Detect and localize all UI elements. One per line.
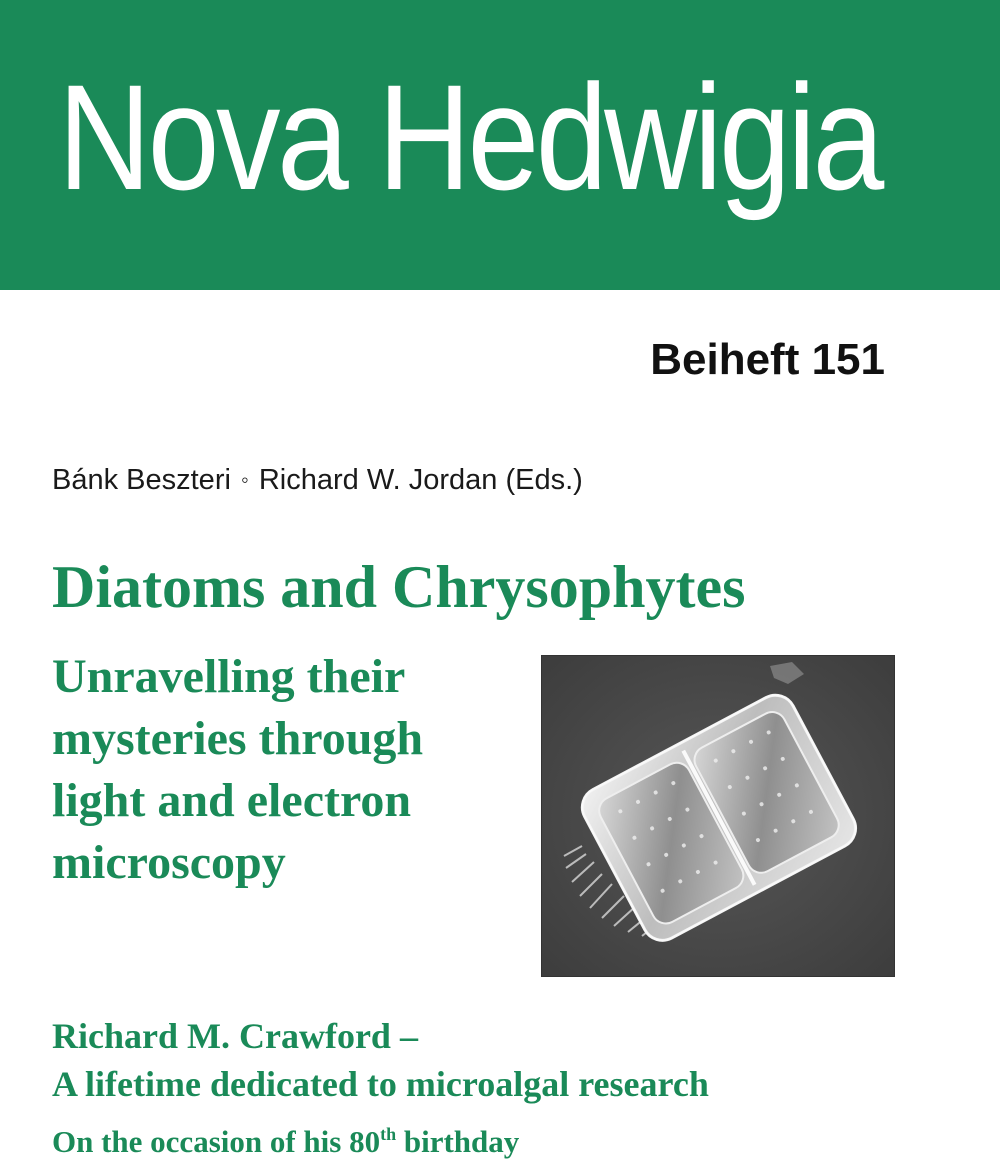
diatom-micrograph-illustration [542, 656, 894, 976]
editors-line [52, 462, 583, 498]
book-subtitle [52, 646, 423, 894]
diatom-micrograph [541, 655, 895, 977]
subtitle-line: microscopy [52, 836, 286, 889]
dedication [52, 1012, 709, 1108]
supplement-number: Beiheft 151 [650, 335, 885, 384]
occasion-text: On the occasion of his 80 [52, 1124, 381, 1159]
subtitle-line: light and electron [52, 774, 412, 827]
editor-separator: ◦ [240, 467, 249, 492]
subtitle-line: Unravelling their [52, 650, 406, 703]
editor-name: Richard W. Jordan (Eds.) [258, 464, 583, 496]
occasion-line [52, 1114, 519, 1162]
occasion-text-end: birthday [396, 1124, 520, 1159]
editor-name: Bánk Beszteri [52, 464, 231, 496]
title-banner [0, 0, 1000, 290]
dedication-line: Richard M. Crawford – [52, 1016, 418, 1056]
dedication-line: A lifetime dedicated to microalgal research [52, 1064, 709, 1104]
journal-title: Nova Hedwigia [58, 53, 881, 221]
book-title: Diatoms and Chrysophytes [52, 554, 746, 620]
subtitle-line: mysteries through [52, 712, 424, 765]
ordinal-suffix: th [380, 1124, 397, 1144]
